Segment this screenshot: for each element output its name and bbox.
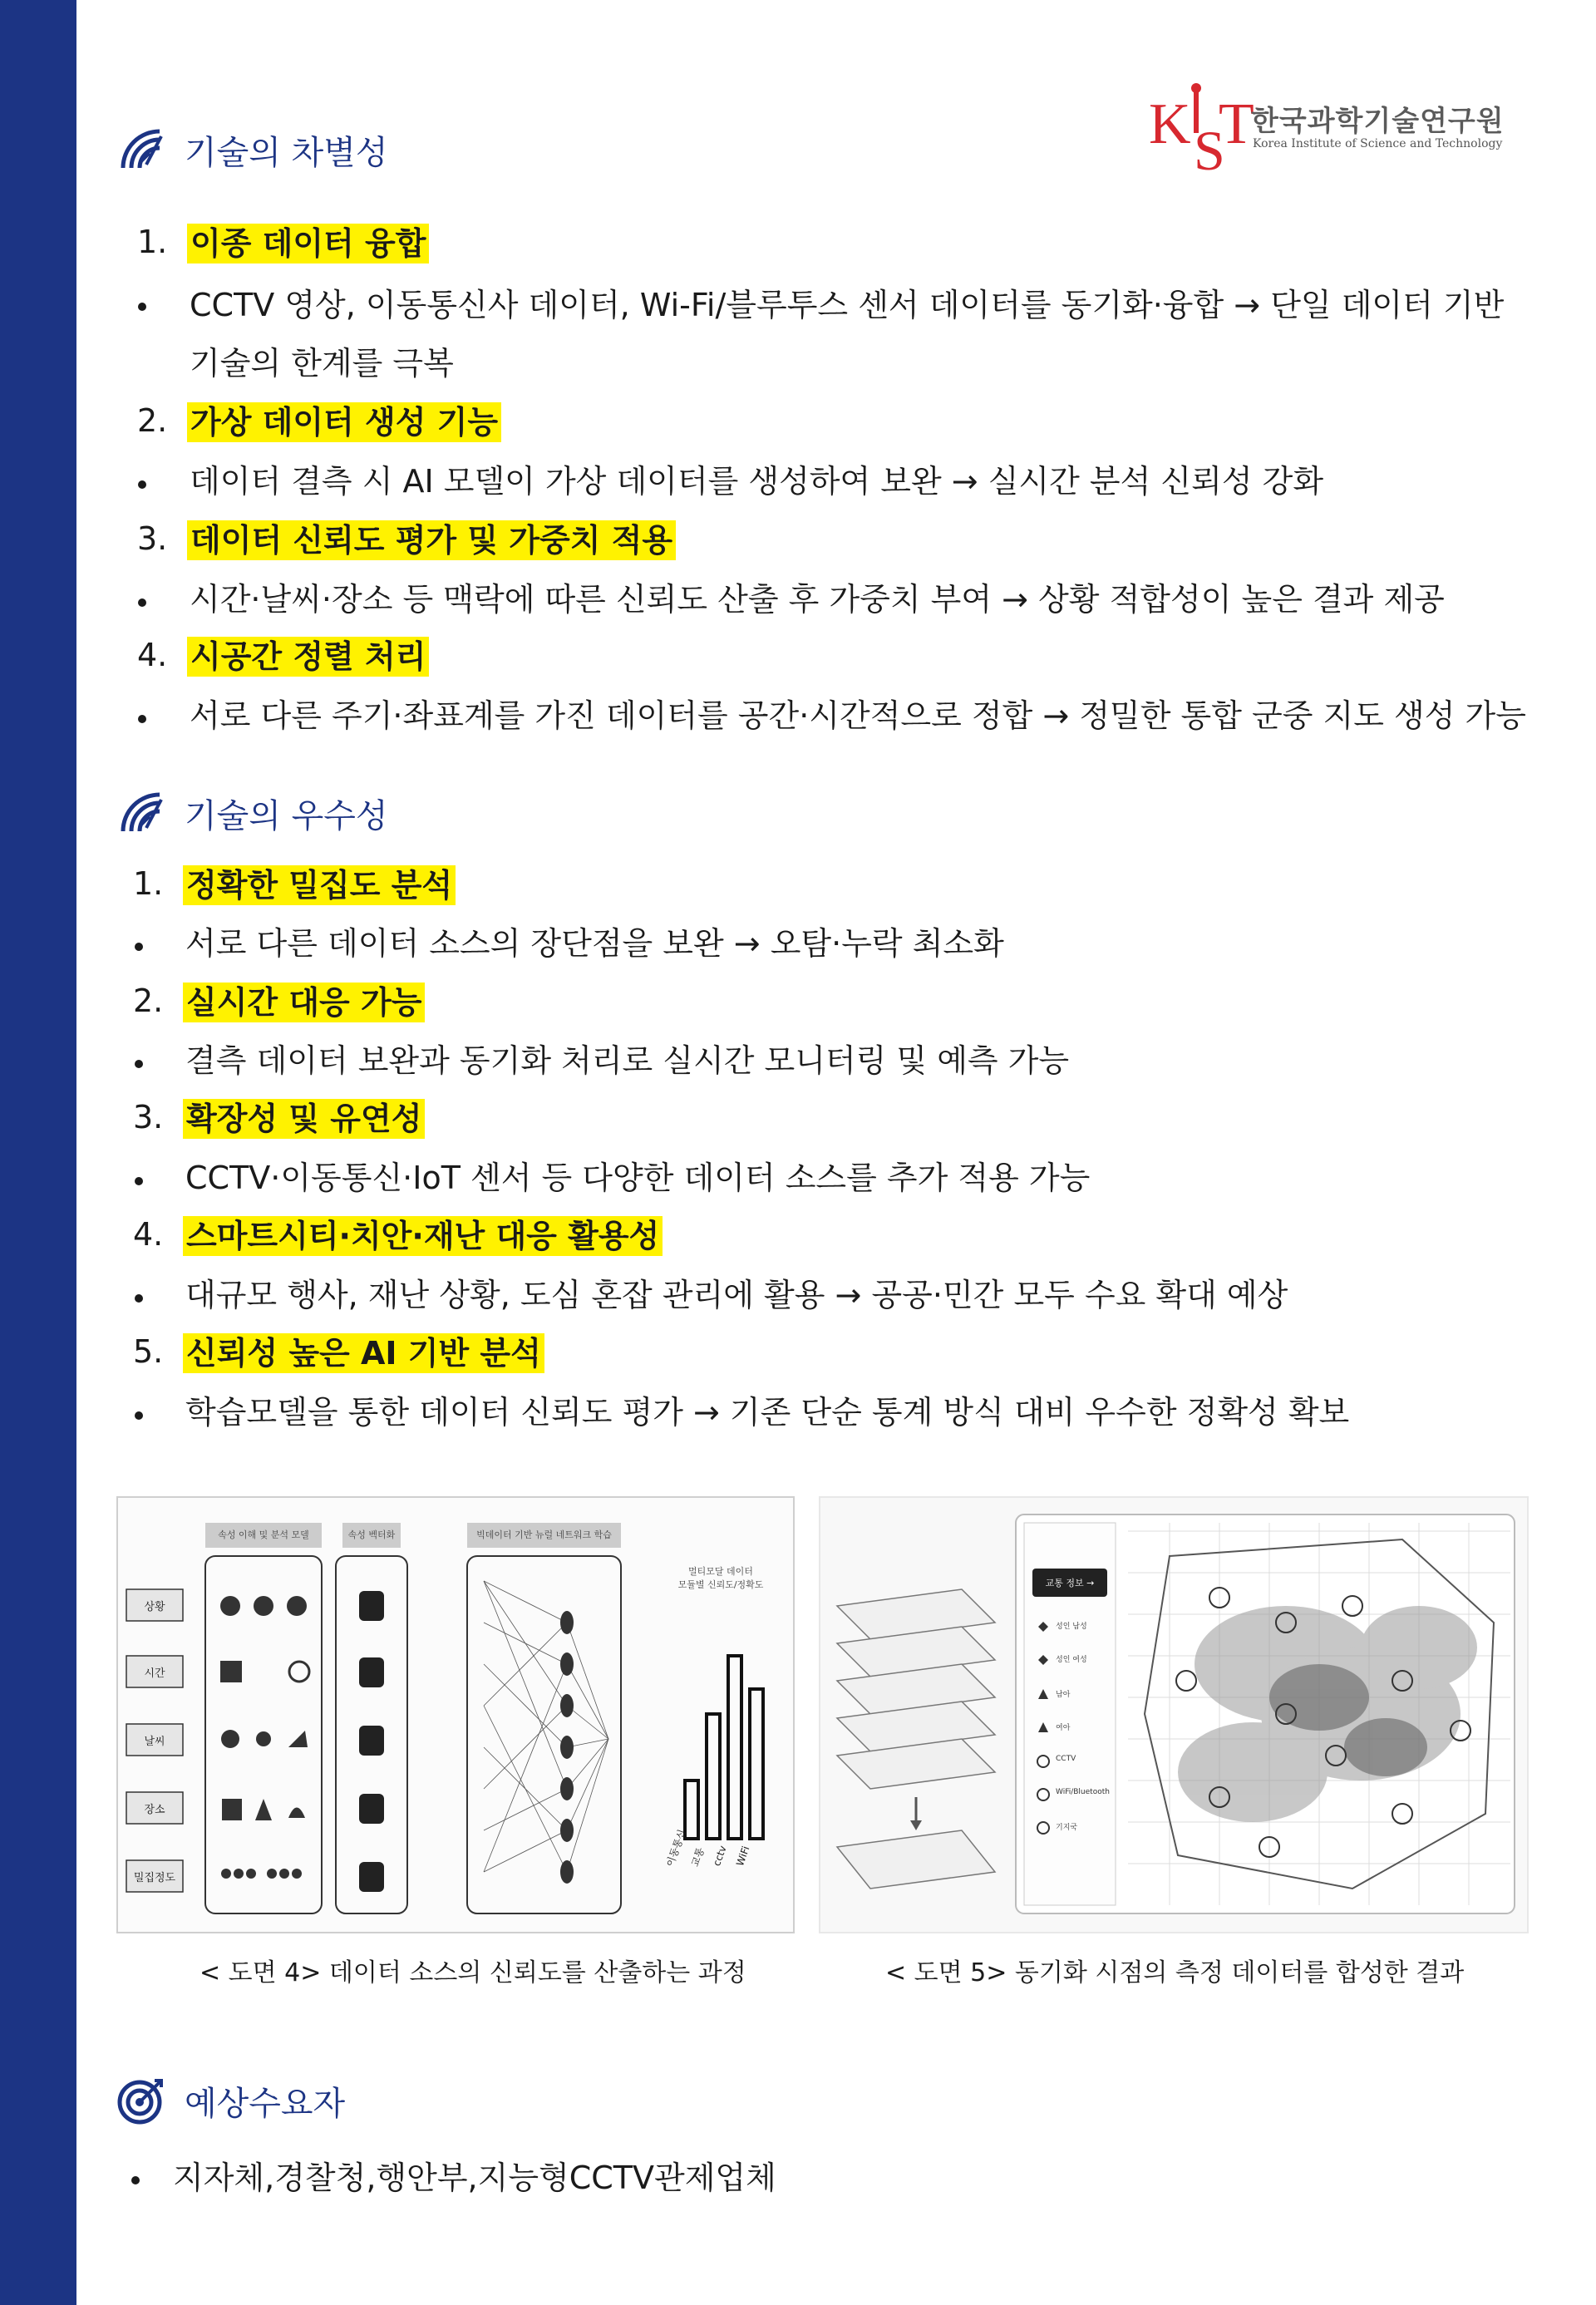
fig5-legend-item: 성인 여성 [1056, 1656, 1087, 1664]
fig5-legend-item: 여아 [1056, 1724, 1071, 1732]
fig5-legend-item: 남아 [1056, 1691, 1071, 1699]
item-description: 기술의 한계를 극복 [190, 345, 454, 382]
bullet [135, 943, 143, 951]
fig4-header: 속성 이해 및 분석 모델 [218, 1529, 309, 1540]
item-number: 1. [137, 224, 168, 260]
fig4-header: 멀티모달 데이터 모듈별 신뢰도/정확도 [677, 1566, 764, 1590]
fig4-header: 속성 벡터화 [347, 1529, 396, 1540]
item-heading: 실시간 대응 가능 [183, 979, 425, 1026]
signal-check-icon [116, 788, 166, 838]
figure-5-caption: < 도면 5> 동기화 시점의 측정 데이터를 합성한 결과 [885, 1958, 1465, 1987]
bullet [131, 2176, 140, 2184]
fig4-row-label: 날씨 [144, 1736, 165, 1748]
item-number: 3. [133, 1099, 164, 1135]
item-number: 1. [133, 865, 164, 902]
signal-check-icon [116, 125, 166, 175]
kist-logo-mark [1147, 83, 1254, 182]
fig4-row-label: 밀집정도 [133, 1872, 176, 1884]
item-heading: 신뢰성 높은 AI 기반 분석 [183, 1330, 544, 1377]
figure-4-reliability-diagram [116, 1496, 795, 1933]
figure-4-caption: < 도면 4> 데이터 소스의 신뢰도를 산출하는 과정 [200, 1958, 746, 1987]
bullet [135, 1177, 143, 1185]
item-description: 시간·날씨·장소 등 맥락에 따른 신뢰도 산출 후 가중치 부여 → 상황 적합성이 높은 결과 제공 [190, 581, 1445, 618]
svg-text:S: S [1194, 119, 1225, 182]
logo-name-english: Korea Institute of Science and Technology [1253, 137, 1503, 150]
fig5-legend-item: 성인 남성 [1056, 1623, 1087, 1631]
item-heading: 데이터 신뢰도 평가 및 가중치 적용 [187, 517, 676, 564]
bullet [135, 1411, 143, 1420]
fig4-header: 빅데이터 기반 뉴럴 네트워크 학습 [476, 1529, 612, 1540]
logo-name-korean: 한국과학기술연구원 [1251, 105, 1505, 138]
fig4-row-label: 장소 [144, 1804, 165, 1816]
item-heading: 확장성 및 유연성 [183, 1096, 425, 1142]
item-heading: 가상 데이터 생성 기능 [187, 399, 501, 446]
demand-item: 지자체,경찰청,행안부,지능형CCTV관제업체 [173, 2160, 776, 2196]
item-number: 4. [133, 1216, 164, 1253]
item-description: 대규모 행사, 재난 상황, 도심 혼잡 관리에 활용 → 공공·민간 모두 수요 확대 예상 [185, 1277, 1288, 1313]
item-number: 2. [137, 402, 168, 439]
bullet [135, 1294, 143, 1303]
fig4-row-label: 상황 [144, 1601, 165, 1613]
figure-5-graphic [820, 1498, 1527, 1932]
item-heading: 스마트시티·치안·재난 대응 활용성 [183, 1213, 663, 1259]
fig4-bar-label: WiFi [734, 1844, 752, 1868]
item-description: 결측 데이터 보완과 동기화 처리로 실시간 모니터링 및 예측 가능 [185, 1042, 1070, 1079]
fig4-row-label: 시간 [144, 1667, 165, 1680]
section-title: 예상수요자 [185, 2084, 346, 2123]
item-description: CCTV·이동통신·IoT 센서 등 다양한 데이터 소스를 추가 적용 가능 [185, 1160, 1091, 1196]
target-icon [116, 2076, 166, 2125]
item-heading: 시공간 정렬 처리 [187, 633, 429, 680]
svg-text:K: K [1149, 92, 1191, 156]
bullet [138, 303, 146, 311]
item-number: 4. [137, 637, 168, 673]
left-accent-bar [0, 0, 76, 2305]
section-title: 기술의 우수성 [185, 796, 388, 835]
fig5-legend-item: CCTV [1056, 1755, 1076, 1763]
item-description: 학습모델을 통한 데이터 신뢰도 평가 → 기존 단순 통계 방식 대비 우수한 정확성 확보 [185, 1394, 1350, 1431]
fig5-legend-title: 교통 정보 → [1045, 1578, 1095, 1588]
item-description: 서로 다른 주기·좌표계를 가진 데이터를 공간·시간적으로 정합 → 정밀한 통합 군중 지도 생성 가능 [190, 697, 1526, 734]
figure-4-graphic [118, 1498, 793, 1932]
section-demand-header [116, 2076, 345, 2125]
section-excellence-header [116, 788, 388, 838]
kist-logo [1147, 83, 1505, 182]
section-differentiation-header [116, 125, 388, 175]
svg-text:T: T [1219, 92, 1254, 156]
section-title: 기술의 차별성 [185, 133, 388, 172]
fig4-bar-label: 이동통신 [663, 1828, 688, 1869]
item-description: 서로 다른 데이터 소스의 장단점을 보완 → 오탐·누락 최소화 [185, 925, 1004, 962]
fig5-legend-item: WiFi/Bluetooth [1056, 1788, 1110, 1796]
item-heading: 이종 데이터 융합 [187, 220, 429, 267]
item-number: 2. [133, 983, 164, 1019]
bullet [138, 715, 146, 723]
bullet [135, 1060, 143, 1068]
figure-5-fusion-map [819, 1496, 1529, 1933]
item-description: CCTV 영상, 이동통신사 데이터, Wi-Fi/블루투스 센서 데이터를 동기화·융합 → 단일 데이터 기반 [190, 287, 1505, 323]
fig4-bar-label: cctv [711, 1844, 729, 1868]
item-description: 데이터 결측 시 AI 모델이 가상 데이터를 생성하여 보완 → 실시간 분석 신뢰성 강화 [190, 463, 1324, 500]
bullet [138, 598, 146, 607]
fig4-bar-label: 교통 [688, 1845, 707, 1869]
item-number: 5. [133, 1333, 164, 1370]
bullet [138, 480, 146, 489]
item-heading: 정확한 밀집도 분석 [183, 862, 456, 909]
item-number: 3. [137, 520, 168, 557]
fig5-legend-item: 기지국 [1056, 1824, 1078, 1832]
